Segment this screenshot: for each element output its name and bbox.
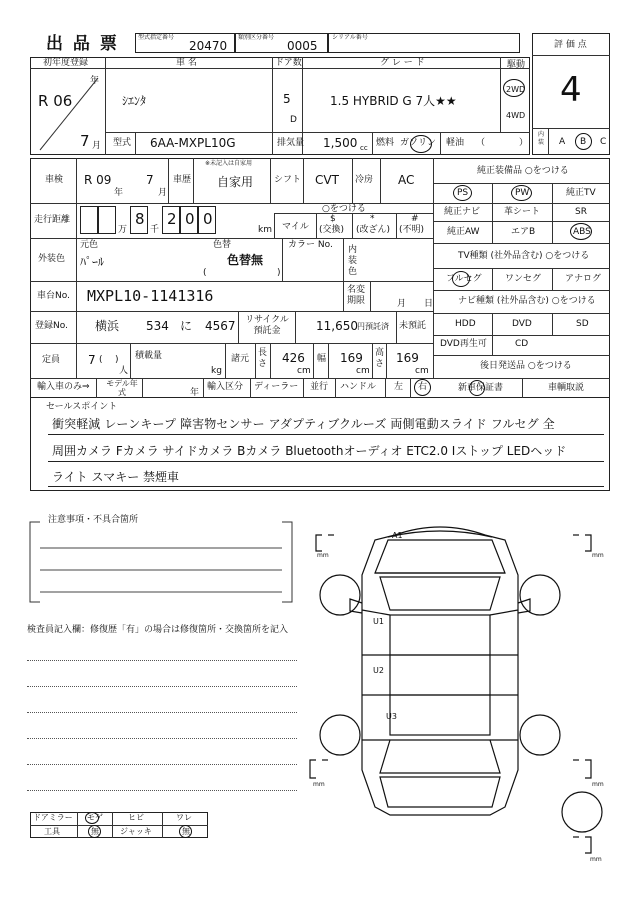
mileage-digit-6: 0 [203, 210, 213, 228]
displacement-label: 排気量 [277, 138, 305, 148]
tv-oneseg: ワンセグ [505, 274, 542, 284]
shift-label: シフト [274, 175, 302, 185]
inspection-era-year: R 09 [84, 173, 112, 187]
interior-color-label: 内装色 [348, 245, 358, 277]
dollar-label: $ [330, 214, 336, 224]
original-color-label: 元色 [80, 240, 99, 250]
original-color: ﾊﾟｰﾙ [80, 255, 105, 269]
doors-label: ドア数 [275, 58, 302, 68]
mark-a1: A1 [392, 531, 403, 540]
capacity-label: 定員 [42, 355, 61, 365]
navi-hdd: HDD [455, 319, 476, 329]
registration-class: 534 [146, 319, 169, 333]
parts-jack: ジャッキ [120, 827, 152, 836]
width-label: 幅 [317, 354, 327, 364]
name-change-month: 月 [397, 299, 407, 309]
parts-moge-circle [85, 812, 99, 824]
name-change-label: 名変期限 [347, 285, 366, 306]
parts-mirror: ドアミラー [33, 813, 73, 822]
import-type-label: 輸入区分 [207, 382, 244, 392]
sales-line-3: ライト スマキー 禁煙車 [52, 470, 180, 484]
sales-line-2: 周囲カメラ Fカメラ サイドカメラ Bカメラ Bluetoothオーディオ ETC2.0 Iストップ LEDヘッド [52, 444, 567, 458]
drive-2wd-circle [503, 79, 525, 97]
parts-break: ワレ [176, 813, 192, 822]
load-kg: kg [211, 366, 222, 376]
mark-u2: U2 [373, 666, 384, 675]
handle-left: 左 [394, 382, 404, 392]
handle-right-circle [414, 379, 431, 396]
score-label: 評 価 点 [554, 40, 587, 50]
model-approval-no: 20470 [189, 39, 228, 53]
category-no: 0005 [287, 39, 318, 53]
equip-airbag: エアB [511, 227, 536, 237]
length-cm: cm [297, 366, 311, 376]
caution-bracket [26, 512, 296, 608]
interior-b: B [580, 137, 587, 147]
tv-fullseg-circle [452, 271, 470, 287]
capacity-person: 人 [119, 366, 129, 376]
equip-tv: 純正TV [566, 188, 596, 198]
mm-front-left: mm [317, 552, 329, 559]
parts-tools: 工具 [44, 827, 60, 836]
ac-label: 冷房 [355, 175, 374, 185]
first-reg-label: 初年度登録 [43, 58, 89, 68]
fuel-value: ガソリン [400, 138, 437, 148]
inspection-month: 7 [146, 173, 154, 187]
recycle-amount: 11,650 [316, 319, 358, 333]
length-value: 426 [282, 351, 305, 365]
parts-moge: モゲ [87, 813, 103, 822]
first-reg-year-suffix: 年 [90, 76, 100, 86]
category-label: 類別区分番号 [238, 34, 275, 41]
equip-aw: 純正AW [447, 227, 480, 237]
chassis-label: 車台No. [37, 291, 70, 301]
fuel-circle [410, 135, 432, 153]
dvd-label: DVD再生可 [440, 339, 487, 349]
mark-u1: U1 [373, 617, 384, 626]
repaint-paren-open: ( [203, 268, 207, 278]
parts-crack: ヒビ [128, 813, 144, 822]
history-value: 自家用 [217, 175, 254, 189]
doors-value: 5 [283, 92, 291, 106]
navi-dvd: DVD [512, 319, 532, 329]
capacity-value: 7 [88, 353, 96, 367]
model-value: 6AA-MXPL10G [150, 136, 236, 150]
repaint-label: 色替 [213, 240, 232, 250]
capacity-paren-close: ) [115, 355, 119, 365]
car-name: ｼｴﾝﾀ [122, 94, 147, 108]
height-value: 169 [396, 351, 419, 365]
mileage-digit-3: 8 [135, 210, 145, 228]
inspection-year-suffix: 年 [114, 188, 124, 198]
mm-front-right: mm [592, 552, 604, 559]
parts-tools-value: 無 [91, 827, 99, 836]
hash-label: # [411, 214, 419, 224]
equip-pw: PW [515, 188, 530, 198]
displacement-value: 1,500 [323, 136, 358, 150]
color-no-label: カラー No. [288, 240, 333, 250]
load-label: 積載量 [135, 351, 163, 361]
cd-label: CD [515, 339, 529, 349]
dollar-sub: (交換) [319, 225, 345, 235]
import-parallel: 並行 [310, 382, 329, 392]
import-dealer: ディーラー [254, 382, 299, 392]
handle-label: ハンドル [340, 382, 377, 392]
repaint-value: 色替無 [227, 253, 264, 267]
grade-label: グ レ ー ド [380, 58, 425, 68]
shift-value: CVT [315, 173, 339, 187]
equip-leather: 革シート [504, 207, 541, 217]
sales-line-1: 衝突軽減 レーンキープ 障害物センサー アダプティブクルーズ 両側電動スライド フルセグ 全 [52, 417, 555, 431]
mileage-unit: km [258, 225, 272, 235]
inspection-month-suffix: 月 [158, 188, 168, 198]
caution-title: 注意事項・不具合箇所 [48, 515, 139, 525]
parts-jack-circle [179, 825, 192, 838]
interior-b-circle [575, 133, 592, 150]
fuel-label: 燃料 [376, 138, 395, 148]
equip-pw-circle [511, 185, 532, 201]
docs-title: 後日発送品 ○をつける [480, 361, 572, 371]
car-diagram [300, 515, 620, 865]
repaint-paren-close: ) [277, 268, 281, 278]
drive-label: 駆動 [507, 60, 526, 70]
mm-rear-right: mm [592, 781, 604, 788]
registration-area: 横浜 [95, 319, 120, 333]
recycle-suffix: 円預託済 [357, 322, 389, 331]
sales-title: セールスポイント [46, 402, 118, 412]
drive-4wd: 4WD [506, 111, 526, 120]
navi-sd: SD [576, 319, 589, 329]
star-label: * [370, 214, 375, 224]
height-cm: cm [415, 366, 429, 376]
tv-title: TV種類 (社外品含む) ○をつける [458, 251, 590, 261]
mileage-label: 走行距離 [34, 215, 71, 225]
mark-u3: U3 [386, 712, 397, 721]
registration-number: 4567 [205, 319, 236, 333]
displacement-unit: cc [360, 144, 368, 152]
color-label: 外装色 [38, 254, 66, 264]
model-label: 型式 [113, 138, 132, 148]
width-value: 169 [340, 351, 363, 365]
model-year-suffix: 年 [190, 388, 200, 398]
mileage-circle-note: ○をつける [322, 204, 366, 214]
mileage-digit-box-2 [98, 206, 116, 234]
equip-abs-circle [570, 223, 592, 240]
oil-label: 軽油 [446, 138, 465, 148]
ac-value: AC [398, 173, 415, 187]
equip-ps: PS [457, 188, 469, 198]
capacity-paren: ( [99, 355, 103, 365]
registration-label: 登録No. [35, 321, 68, 331]
recycle-label: リサイクル預託金 [245, 315, 289, 336]
drive-2wd: 2WD [506, 85, 526, 94]
history-label: 車歴 [173, 175, 192, 185]
navi-title: ナビ種類 (社外品含む) ○をつける [458, 296, 596, 306]
score-value: 4 [560, 70, 582, 110]
mileage-man: 万 [118, 225, 128, 235]
equipment-title: 純正装備品 ○をつける [477, 166, 569, 176]
interior-label: 内装 [538, 131, 545, 146]
equip-sr: SR [575, 207, 587, 217]
mileage-digit-box-1 [80, 206, 98, 234]
equip-navi: 純正ナビ [444, 207, 481, 217]
serial-label: シリアル番号 [332, 34, 368, 41]
dims-label: 諸元 [231, 354, 250, 364]
name-change-day: 日 [424, 299, 434, 309]
registration-kana: に [180, 319, 193, 333]
chassis-value: MXPL10-1141316 [87, 287, 214, 305]
equip-abs: ABS [573, 227, 591, 237]
star-sub: (改ざん) [356, 225, 391, 235]
not-deposited: 未預託 [399, 321, 427, 331]
car-name-label: 車 名 [176, 58, 197, 68]
first-reg-month: 7 [80, 132, 90, 150]
import-label: 輸入車のみ⇒ [37, 382, 90, 392]
length-label: 長さ [258, 348, 268, 369]
first-reg-year: R 06 [38, 92, 73, 110]
door-type: D [290, 115, 297, 125]
parts-jack-value: 無 [182, 827, 190, 836]
model-approval-label: 型式指定番号 [138, 34, 175, 41]
oil-paren-close: ） [519, 138, 529, 148]
mm-spare: mm [590, 856, 602, 863]
docs-warranty-circle [469, 380, 485, 396]
oil-paren-open: （ [476, 138, 486, 148]
tv-fullseg: フルセグ [446, 274, 482, 284]
mile-label: マイル [282, 222, 309, 232]
height-label: 高さ [375, 348, 385, 369]
grade-value: 1.5 HYBRID G 7人★★ [330, 94, 457, 108]
interior-c: C [600, 137, 607, 147]
mm-rear-left: mm [313, 781, 325, 788]
interior-a: A [559, 137, 566, 147]
inspector-title: 検査員記入欄：修復歴「有」の場合は修復箇所・交換箇所を記入 [27, 625, 289, 635]
tv-analog: アナログ [565, 274, 602, 284]
mileage-digit-4: 2 [167, 210, 177, 228]
model-year-label: モデル年式 [106, 379, 138, 397]
parts-tools-circle [88, 825, 101, 838]
history-note: ※未記入は自家用 [205, 160, 253, 167]
equip-ps-circle [453, 185, 472, 201]
width-cm: cm [356, 366, 370, 376]
first-reg-month-suffix: 月 [92, 141, 102, 151]
handle-right: 右 [418, 382, 428, 392]
docs-warranty: 新車保証書 [458, 383, 504, 393]
inspection-label: 車検 [45, 175, 64, 185]
hash-sub: (不明) [399, 225, 425, 235]
mileage-digit-5: 0 [185, 210, 195, 228]
docs-manual: 車輌取説 [548, 383, 585, 393]
form-title: 出 品 票 [46, 34, 119, 54]
mileage-sen: 千 [150, 225, 160, 235]
